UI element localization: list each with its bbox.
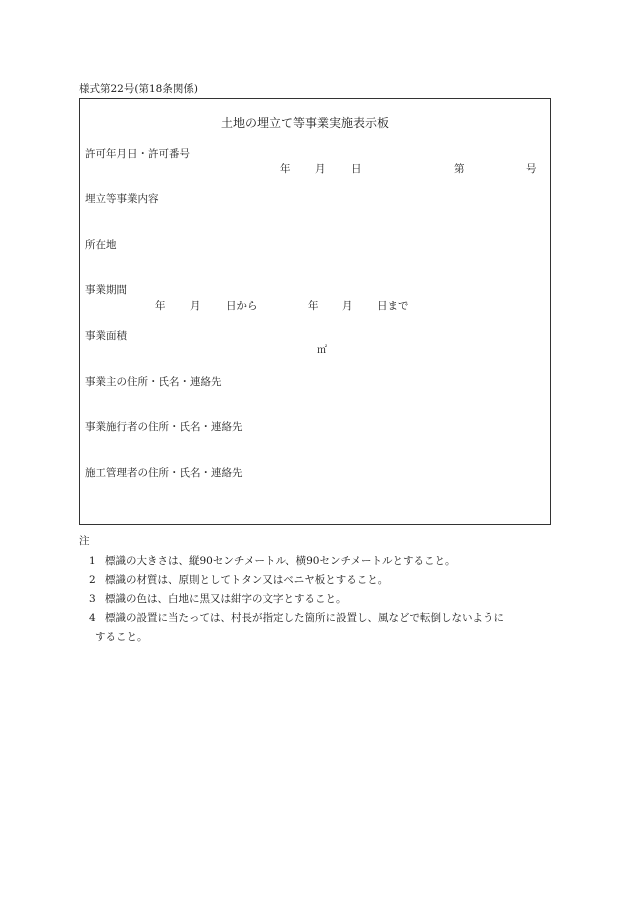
owner-label: 事業主の住所・氏名・連絡先	[85, 376, 222, 388]
contractor-label: 事業施行者の住所・氏名・連絡先	[85, 421, 243, 433]
form-title: 土地の埋立て等事業実施表示板	[221, 116, 390, 130]
area-label: 事業面積	[85, 330, 127, 342]
note-item	[89, 594, 347, 605]
note-number: 2	[89, 574, 96, 586]
permit-year: 年	[280, 163, 291, 175]
permit-label: 許可年月日・許可番号	[85, 148, 190, 160]
note-item	[89, 556, 456, 567]
notes-heading: 注	[79, 535, 90, 547]
note-number: 3	[89, 593, 96, 605]
period-end-year: 年	[308, 300, 319, 312]
form-number: 様式第22号(第18条関係)	[79, 83, 198, 95]
manager-label: 施工管理者の住所・氏名・連絡先	[85, 467, 243, 479]
permit-month: 月	[315, 163, 326, 175]
note-text: 標識の設置に当たっては、村長が指定した箇所に設置し、風などで転倒しないように	[105, 612, 504, 624]
note-text: 標識の色は、白地に黒又は紺字の文字とすること。	[105, 593, 347, 605]
note-text: 標識の材質は、原則としてトタン又はベニヤ板とすること。	[105, 574, 389, 586]
note-continuation: すること。	[95, 631, 148, 643]
period-start-day: 日から	[226, 300, 258, 312]
content-label: 埋立等事業内容	[85, 193, 159, 205]
permit-gou: 号	[526, 163, 537, 175]
period-label: 事業期間	[85, 284, 127, 296]
period-end-month: 月	[342, 300, 353, 312]
permit-day: 日	[351, 163, 362, 175]
signboard-form	[79, 98, 551, 525]
note-number: 1	[89, 555, 96, 567]
period-start-year: 年	[155, 300, 166, 312]
area-unit: ㎡	[317, 345, 327, 356]
location-label: 所在地	[85, 239, 117, 251]
note-text: 標識の大きさは、縦90センチメートル、横90センチメートルとすること。	[105, 555, 456, 567]
period-end-day: 日まで	[377, 300, 409, 312]
period-start-month: 月	[190, 300, 201, 312]
note-item	[89, 575, 388, 586]
note-number: 4	[89, 612, 96, 624]
note-item	[89, 613, 504, 624]
permit-dai: 第	[454, 163, 465, 175]
